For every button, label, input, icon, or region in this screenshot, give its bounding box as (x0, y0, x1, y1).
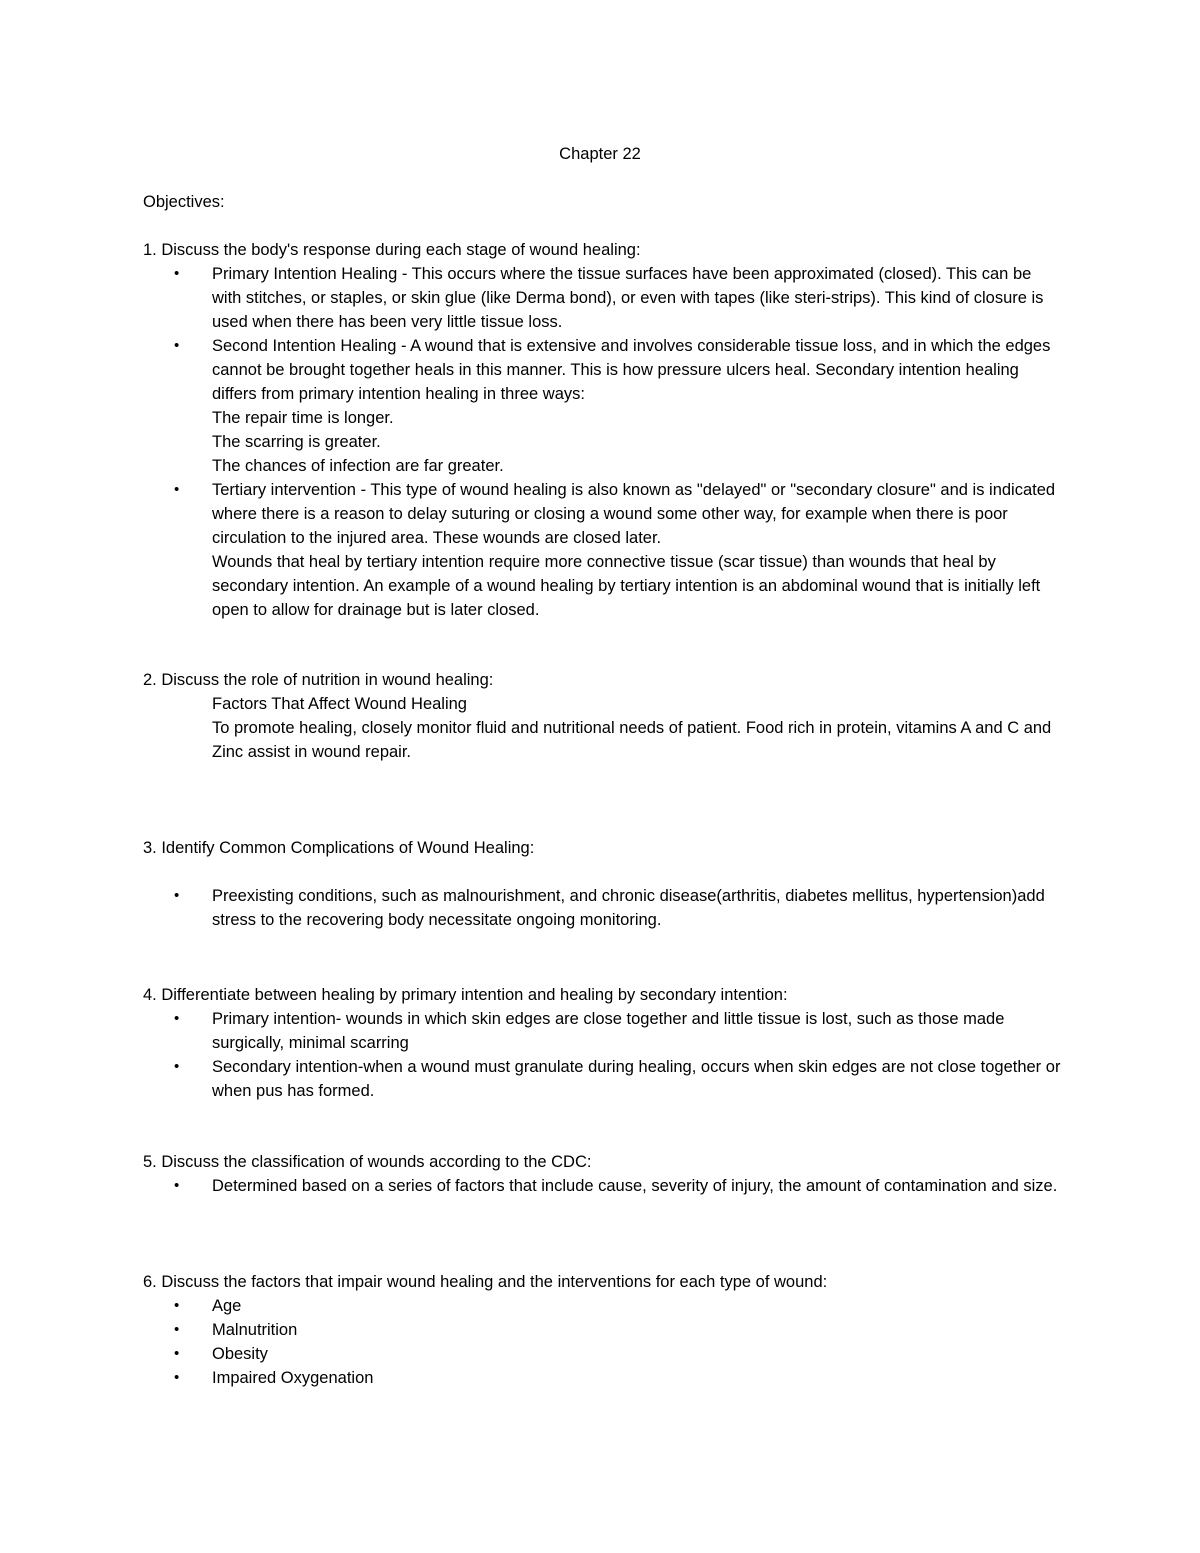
sub-line: The chances of infection are far greater. (212, 457, 504, 475)
list-item (143, 1342, 1063, 1366)
list-item (143, 1174, 1063, 1198)
section-heading: 5. Discuss the classification of wounds according to the CDC: (143, 1153, 592, 1171)
bullet-icon: • (174, 1058, 180, 1075)
bullet-icon: • (174, 1177, 180, 1194)
bullet-icon: • (174, 1345, 180, 1362)
section-heading: 3. Identify Common Complications of Wound Healing: (143, 839, 535, 857)
section-2 (143, 668, 1063, 764)
bullet-icon: • (174, 1010, 180, 1027)
list-item-extra: Wounds that heal by tertiary intention require more connective tissue (scar tissue) than wounds that heal by secondary intention. An example of a wound healing by tertiary intention is an abdominal wound that is initially left open to allow for drainage but is later closed. (212, 553, 1041, 619)
section-heading: 4. Differentiate between healing by primary intention and healing by secondary intention: (143, 986, 788, 1004)
list-item (143, 884, 1063, 932)
list-item (143, 262, 1063, 334)
bullet-icon: • (174, 1321, 180, 1338)
list-item (143, 334, 1063, 478)
section-4 (143, 983, 1063, 1103)
bullet-icon: • (174, 481, 180, 498)
bullet-list (143, 1174, 1063, 1198)
list-item (143, 1366, 1063, 1390)
list-item-text: Impaired Oxygenation (212, 1369, 374, 1387)
bullet-icon: • (174, 887, 180, 904)
list-item (143, 1055, 1063, 1103)
bullet-list (143, 262, 1063, 622)
list-item (143, 478, 1063, 622)
subheading: Factors That Affect Wound Healing (212, 695, 467, 713)
section-5 (143, 1150, 1063, 1198)
page-title: Chapter 22 (559, 145, 641, 163)
section-heading: 1. Discuss the body's response during each stage of wound healing: (143, 241, 641, 259)
list-item-text: Preexisting conditions, such as malnourishment, and chronic disease(arthritis, diabetes mellitus, hypertension)add stress to the recovering body necessitate ongoing monitoring. (212, 887, 1045, 929)
bullet-list (143, 884, 1063, 932)
list-item (143, 1007, 1063, 1055)
list-item-text: Tertiary intervention - This type of wound healing is also known as "delayed" or "secondary closure" and is indicated where there is a reason to delay suturing or closing a wound some other way, for example when there is poor circulation to the injured area. These wounds are closed later. (212, 481, 1056, 547)
list-item-text: Secondary intention-when a wound must granulate during healing, occurs when skin edges are not close together or when pus has formed. (212, 1058, 1061, 1100)
bullet-icon: • (174, 1369, 180, 1386)
paragraph: To promote healing, closely monitor fluid and nutritional needs of patient. Food rich in protein, vitamins A and C and Zinc assist in wound repair. (212, 719, 1052, 761)
section-6 (143, 1270, 1063, 1390)
section-heading: 2. Discuss the role of nutrition in wound healing: (143, 671, 494, 689)
sub-line: The scarring is greater. (212, 433, 381, 451)
list-item-text: Primary Intention Healing - This occurs where the tissue surfaces have been approximated (closed). This can be with stitches, or staples, or skin glue (like Derma bond), or even with tapes (like steri-strips). This kind of closure is used when there has been very little tissue loss. (212, 265, 1044, 331)
bullet-list (143, 1007, 1063, 1103)
list-item-text: Obesity (212, 1345, 268, 1363)
list-item-text: Age (212, 1297, 242, 1315)
bullet-icon: • (174, 1297, 180, 1314)
bullet-icon: • (174, 337, 180, 354)
list-item (143, 1318, 1063, 1342)
list-item-text: Primary intention- wounds in which skin edges are close together and little tissue is lost, such as those made surgically, minimal scarring (212, 1010, 1005, 1052)
list-item-text: Second Intention Healing - A wound that is extensive and involves considerable tissue loss, and in which the edges cannot be brought together heals in this manner. This is how pressure ulcers heal. Secondary intention healing differs from primary intention healing in three ways: (212, 337, 1051, 403)
bullet-icon: • (174, 265, 180, 282)
section-heading: 6. Discuss the factors that impair wound healing and the interventions for each type of wound: (143, 1273, 828, 1291)
list-item-text: Determined based on a series of factors that include cause, severity of injury, the amount of contamination and size. (212, 1177, 1058, 1195)
list-item (143, 1294, 1063, 1318)
list-item-text: Malnutrition (212, 1321, 298, 1339)
bullet-list (143, 1294, 1063, 1390)
section-1 (143, 238, 1063, 622)
objectives-label: Objectives: (143, 193, 225, 211)
sub-line: The repair time is longer. (212, 409, 394, 427)
section-3 (143, 836, 1063, 932)
